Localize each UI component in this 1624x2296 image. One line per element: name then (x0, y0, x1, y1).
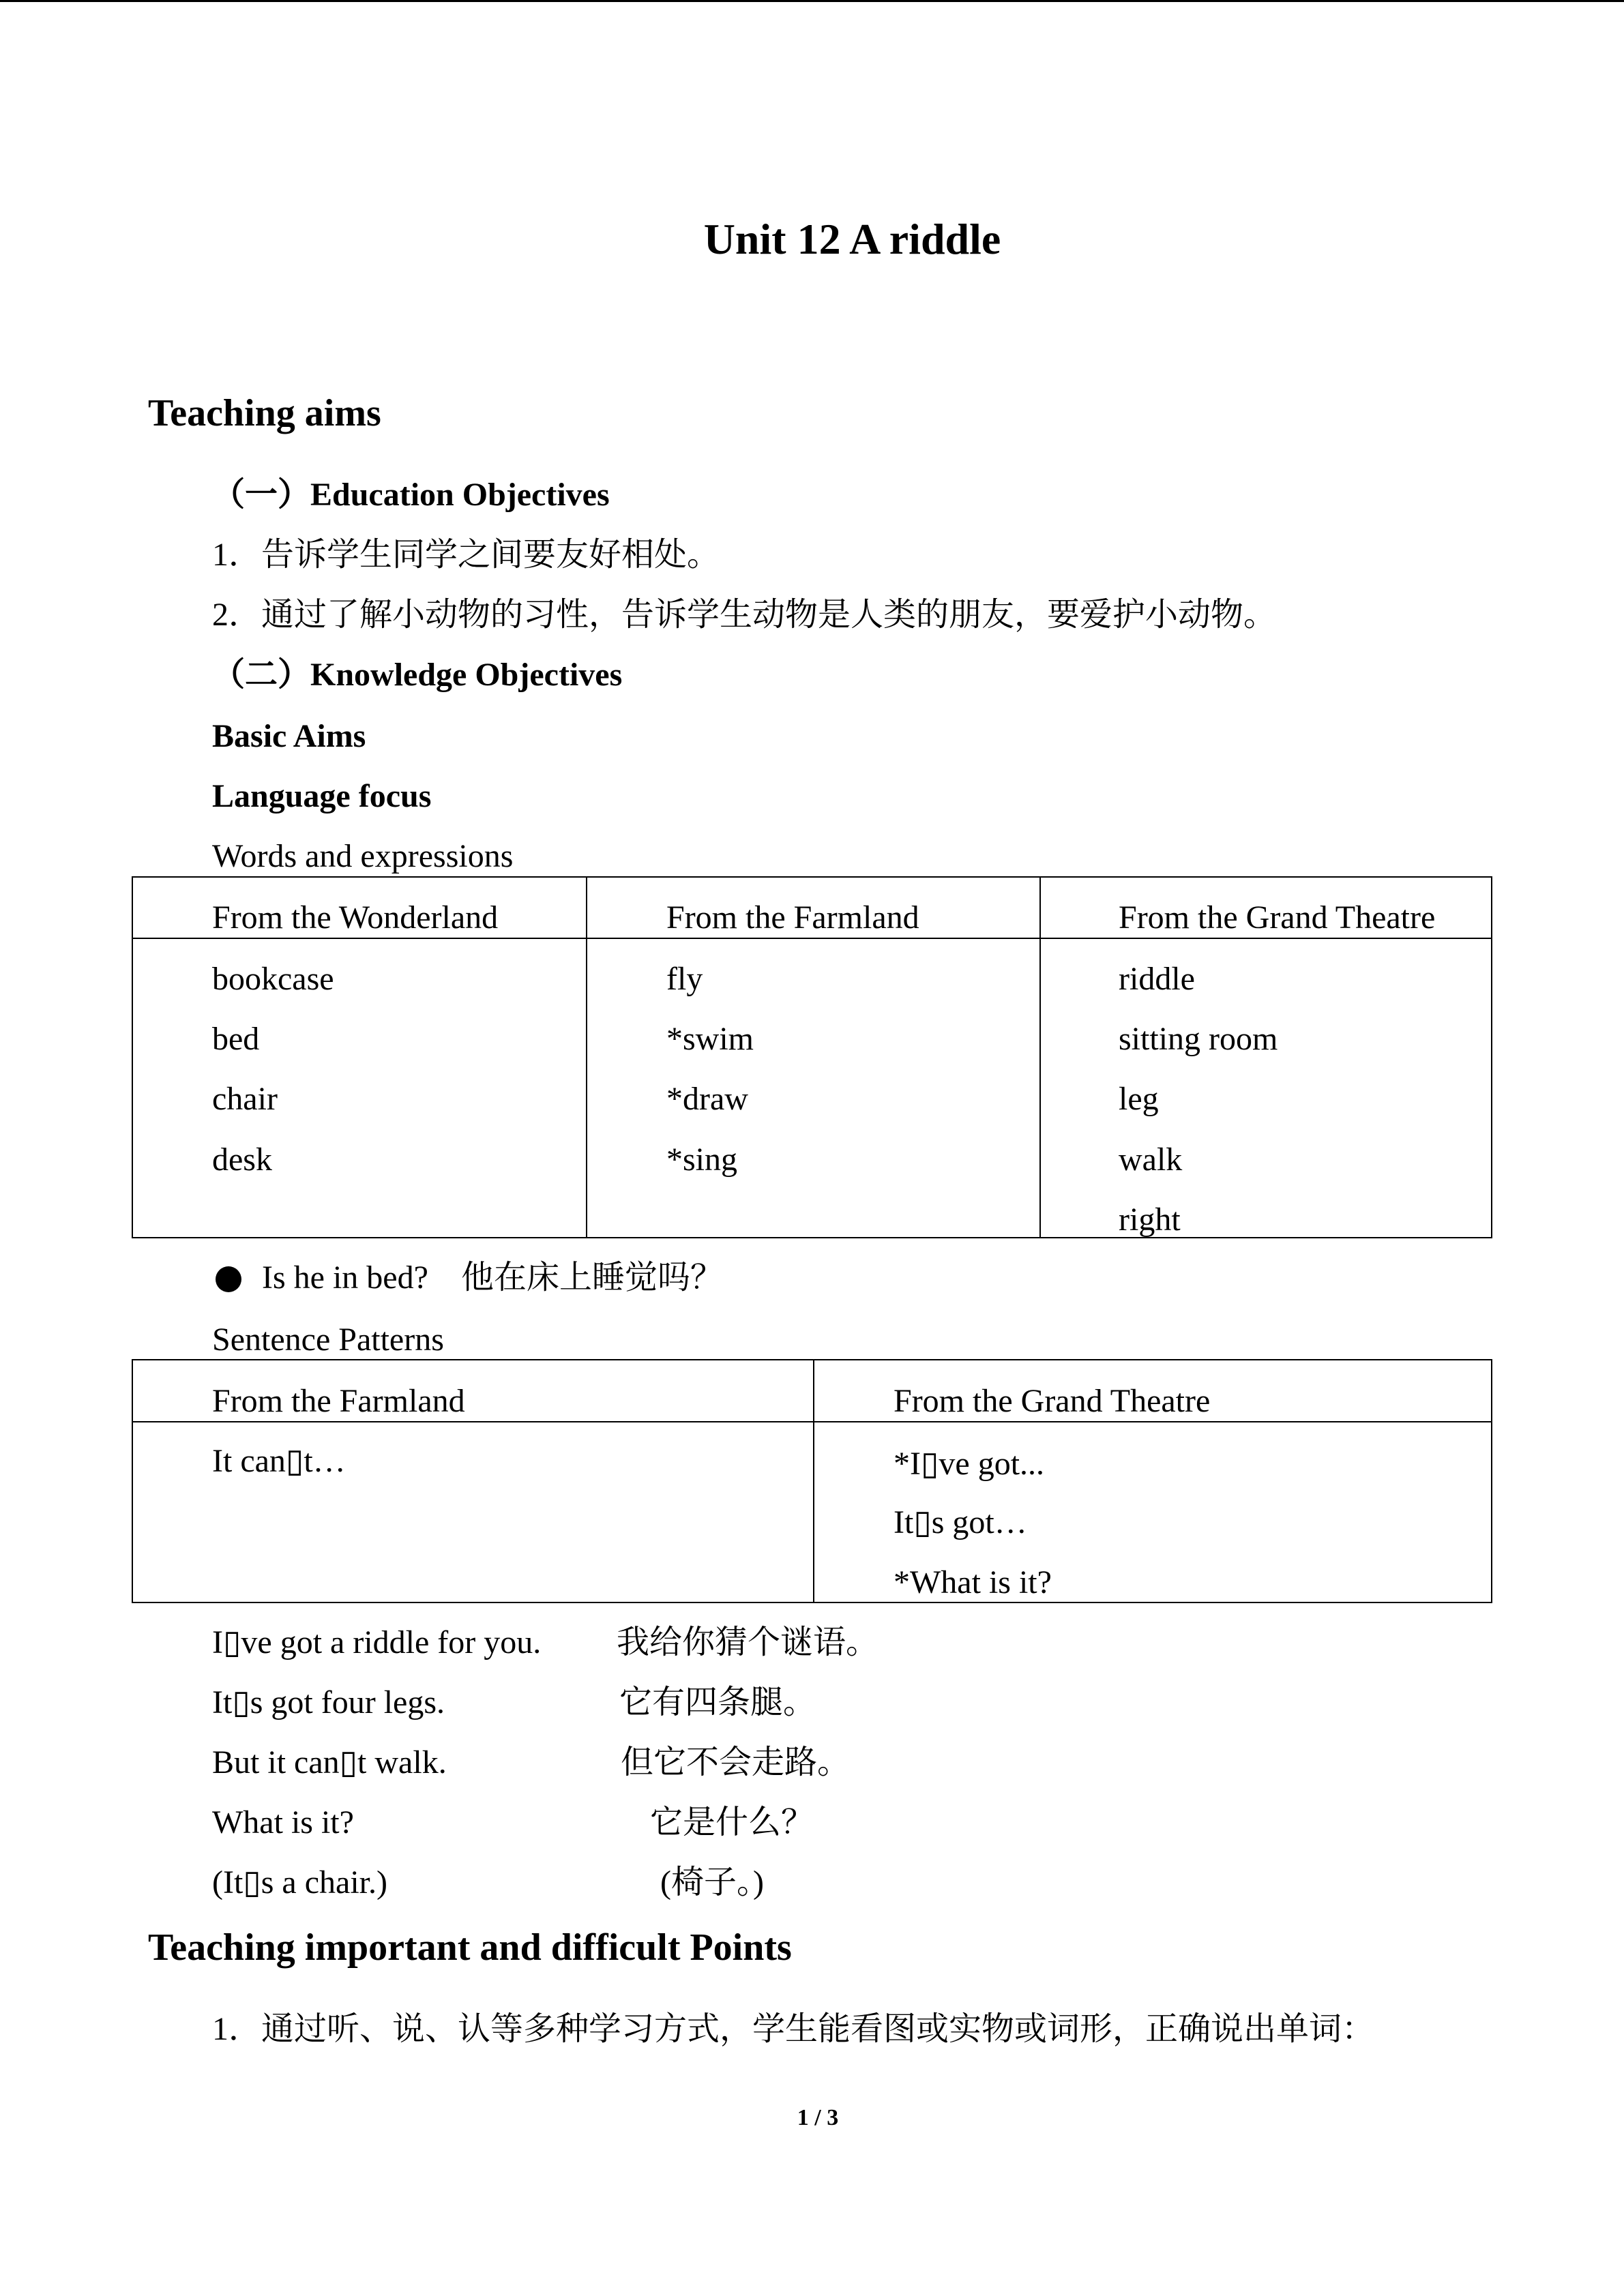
teaching-aims-heading: Teaching aims (148, 392, 381, 434)
knowledge-objectives-heading: （二）Knowledge Objectives (212, 657, 623, 693)
table-cell: fly (666, 961, 703, 997)
table-column-divider (813, 1360, 814, 1602)
riddle-line-chinese: 它是什么？ (650, 1804, 814, 1840)
riddle-line-chinese: 它有四条腿。 (619, 1684, 816, 1720)
table-cell: right (1119, 1202, 1181, 1238)
table-column-divider (1039, 878, 1041, 1237)
riddle-line-english: What is it? (212, 1804, 354, 1840)
document-title: Unit 12 A riddle (703, 215, 1001, 263)
table-cell: walk (1119, 1142, 1183, 1178)
riddle-line-english: I▯ve got a riddle for you. (212, 1624, 542, 1660)
education-objectives-heading: （一）Education Objectives (212, 477, 610, 513)
riddle-line-chinese: (椅子。) (660, 1864, 764, 1900)
table-cell: sitting room (1119, 1021, 1278, 1057)
riddle-line-english: (It▯s a chair.) (212, 1864, 387, 1900)
table-cell: leg (1119, 1081, 1159, 1117)
table-header-cell: From the Grand Theatre (894, 1383, 1211, 1419)
table-cell: bookcase (212, 961, 334, 997)
difficult-point-item: 1．通过听、说、认等多种学习方式，学生能看图或实物或词形，正确说出单词： (212, 2011, 1375, 2047)
table-header-cell: From the Grand Theatre (1119, 899, 1436, 936)
table-cell: *I▯ve got... (894, 1446, 1045, 1482)
difficult-points-heading: Teaching important and difficult Points (148, 1926, 792, 1969)
table-cell: It▯s got… (894, 1504, 1027, 1540)
page-number: 1 / 3 (797, 2105, 839, 2130)
sentence-patterns-label: Sentence Patterns (212, 1322, 444, 1358)
table-column-divider (586, 878, 587, 1237)
language-focus-label: Language focus (212, 778, 432, 814)
table-cell: desk (212, 1142, 272, 1178)
education-objective-item: 1．告诉学生同学之间要友好相处。 (212, 537, 720, 573)
riddle-line-english: It▯s got four legs. (212, 1684, 445, 1720)
riddle-line-english: But it can▯t walk. (212, 1744, 447, 1780)
bullet-sentence-chinese: 他在床上睡觉吗？ (461, 1259, 724, 1296)
table-cell: bed (212, 1021, 260, 1057)
table-header-cell: From the Farmland (666, 899, 919, 936)
basic-aims-label: Basic Aims (212, 718, 366, 754)
table-header-cell: From the Farmland (212, 1383, 465, 1419)
table-cell: chair (212, 1081, 278, 1117)
table-cell: It can▯t… (212, 1443, 346, 1479)
table-cell: *What is it? (894, 1564, 1052, 1600)
page-top-border (0, 0, 1624, 2)
table-cell: *draw (666, 1081, 748, 1117)
table-header-divider (133, 938, 1491, 939)
words-and-expressions-label: Words and expressions (212, 838, 514, 874)
table-cell: *swim (666, 1021, 754, 1057)
bullet-icon (216, 1266, 241, 1292)
table-header-cell: From the Wonderland (212, 899, 499, 936)
table-header-divider (133, 1421, 1491, 1422)
table-cell: riddle (1119, 961, 1195, 997)
table-cell: *sing (666, 1142, 738, 1178)
riddle-line-chinese: 但它不会走路。 (621, 1744, 851, 1780)
bullet-sentence-english: Is he in bed? (262, 1259, 428, 1296)
riddle-line-chinese: 我给你猜个谜语。 (617, 1624, 879, 1660)
education-objective-item: 2．通过了解小动物的习性，告诉学生动物是人类的朋友，要爱护小动物。 (212, 597, 1277, 633)
